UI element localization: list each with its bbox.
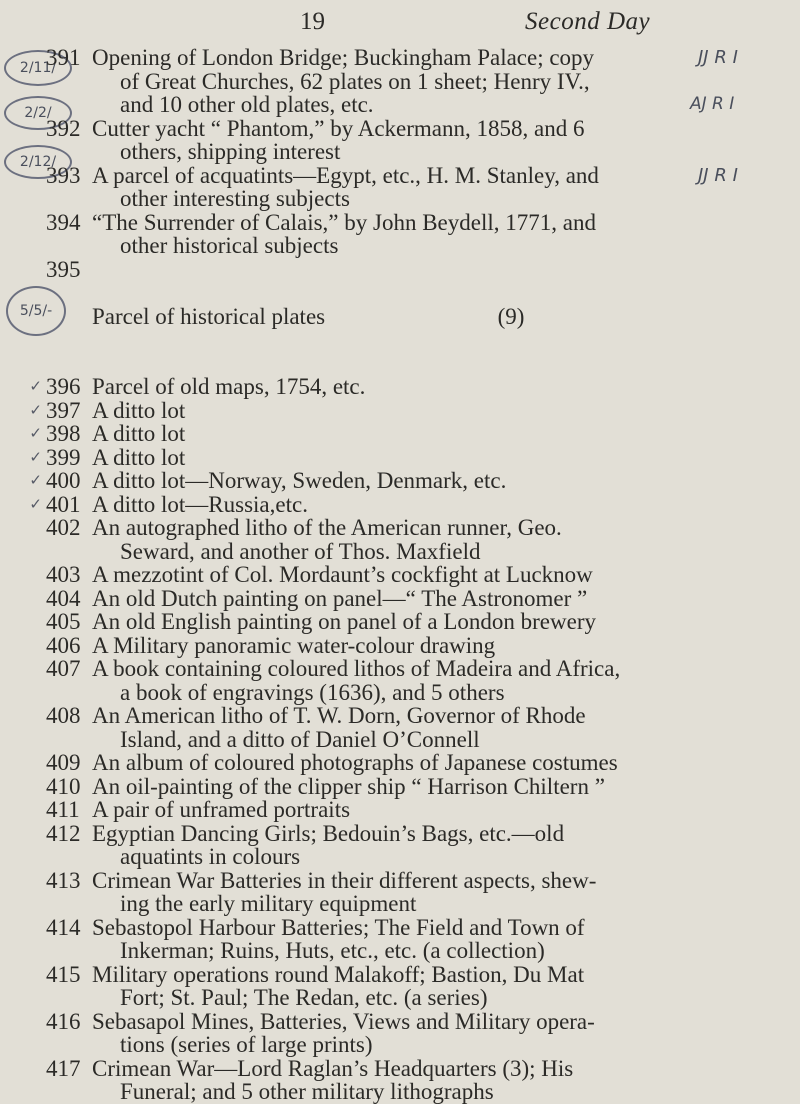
lot-description [92, 634, 692, 658]
lot-number: 396 [46, 374, 81, 399]
lot-description [92, 422, 692, 446]
lot-392 [0, 117, 800, 164]
desc-line: of Great Churches, 62 plates on 1 sheet; Henry IV., [120, 68, 590, 94]
desc-line: others, shipping interest [120, 139, 341, 164]
lot-list [0, 46, 800, 1104]
desc-line: An oil-painting of the clipper ship “ Harrison Chiltern ” [92, 773, 605, 799]
lot-description [92, 516, 692, 563]
pencil-mark: ✓ [29, 377, 42, 395]
lot-number: 394 [46, 209, 81, 235]
lot-414 [0, 916, 800, 963]
desc-line: tions (series of large prints) [120, 1032, 373, 1057]
circle-text: 2/11/ [19, 60, 57, 76]
lot-description [92, 587, 692, 611]
pencil-note: JJ R I [698, 47, 738, 68]
desc-line: other interesting subjects [120, 186, 350, 211]
desc-line: Opening of London Bridge; Buckingham Palace; copy [92, 45, 595, 70]
lot-number: 395 [46, 256, 81, 282]
pencil-mark: ✓ [29, 494, 42, 513]
lot-number: 408 [46, 703, 81, 728]
lot-393 [0, 164, 800, 211]
circle-text: 5/5/- [19, 303, 53, 319]
desc-line: An autographed litho of the American runner, Geo. [92, 515, 562, 540]
lot-410 [0, 775, 800, 799]
page-number: 19 [300, 8, 325, 35]
lot-399 [0, 446, 800, 470]
lot-404 [0, 587, 800, 611]
lot-description [92, 375, 692, 399]
desc-line: Seward, and another of Thos. Maxfield [120, 538, 481, 564]
pencil-mark: ✓ [29, 424, 42, 442]
lot-394 [0, 211, 800, 258]
lot-407 [0, 657, 800, 704]
pencil-note: AJ R I [690, 94, 735, 114]
circle-text: 2/12/ [19, 154, 57, 170]
lot-number: 417 [46, 1055, 81, 1081]
lot-415 [0, 963, 800, 1010]
pencil-mark: ✓ [29, 400, 42, 419]
lot-391 [0, 46, 800, 117]
lot-description [92, 117, 692, 164]
desc-line: Military operations round Malakoff; Bastion, Du Mat [92, 961, 585, 987]
lot-400 [0, 469, 800, 493]
lot-number: 409 [46, 750, 81, 775]
lot-401 [0, 493, 800, 517]
lot-405 [0, 610, 800, 634]
lot-description [92, 610, 692, 634]
lot-description [92, 563, 692, 587]
lot-description [92, 963, 692, 1010]
lot-number: 405 [46, 609, 81, 634]
lot-403 [0, 563, 800, 587]
desc-line: An American litho of T. W. Dorn, Governor of Rhode [92, 703, 586, 728]
lot-description [92, 704, 692, 751]
lot-413 [0, 869, 800, 916]
lot-description [92, 446, 692, 470]
pencil-mark: ✓ [29, 447, 42, 466]
desc-line: An old English painting on panel of a London brewery [92, 609, 596, 634]
lot-description [92, 164, 692, 211]
desc-line: A ditto lot [92, 444, 186, 470]
desc-line: and 10 other old plates, etc. [120, 92, 374, 117]
lot-408 [0, 704, 800, 751]
lot-number: 404 [46, 585, 81, 611]
desc-line: Sebasapol Mines, Batteries, Views and Military opera- [92, 1008, 595, 1034]
lot-description [92, 775, 692, 799]
desc-line: Fort; St. Paul; The Redan, etc. (a series) [120, 985, 488, 1010]
lot-description [92, 258, 692, 376]
lot-number: 392 [46, 115, 81, 141]
lot-description [92, 916, 692, 963]
lot-412 [0, 822, 800, 869]
lot-number: 413 [46, 867, 81, 893]
lot-description [92, 657, 692, 704]
desc-line: Egyptian Dancing Girls; Bedouin’s Bags, etc.—old [92, 820, 565, 846]
desc-line: Parcel of historical plates (9) [92, 303, 525, 329]
lot-409 [0, 751, 800, 775]
desc-line: Island, and a ditto of Daniel O’Connell [120, 726, 480, 752]
desc-line: Cutter yacht “ Phantom,” by Ackermann, 1858, and 6 [92, 115, 585, 141]
lot-396 [0, 375, 800, 399]
lot-description [92, 798, 692, 822]
lot-number: 401 [46, 491, 81, 517]
lot-description [92, 46, 692, 117]
circle-text: 2/2/ [24, 105, 52, 121]
lot-number: 416 [46, 1008, 81, 1034]
desc-line: Sebastopol Harbour Batteries; The Field and Town of [92, 914, 585, 940]
lot-description [92, 469, 692, 493]
desc-line: Crimean War—Lord Raglan’s Headquarters (3); His [92, 1055, 574, 1081]
lot-number: 414 [46, 914, 81, 940]
lot-number: 391 [46, 45, 81, 70]
lot-416 [0, 1010, 800, 1057]
lot-description [92, 869, 692, 916]
lot-number: 402 [46, 515, 81, 540]
desc-line: A ditto lot—Norway, Sweden, Denmark, etc. [92, 468, 507, 493]
desc-line: A ditto lot—Russia,etc. [92, 491, 308, 517]
lot-402 [0, 516, 800, 563]
running-head: Second Day [525, 8, 651, 35]
lot-number: 393 [46, 162, 81, 188]
lot-number: 400 [46, 468, 81, 493]
desc-line: A mezzotint of Col. Mordaunt’s cockfight at Lucknow [92, 562, 593, 587]
desc-line: ing the early military equipment [120, 891, 417, 916]
page-header [0, 8, 800, 38]
lot-description [92, 1010, 692, 1057]
lot-description [92, 1057, 692, 1104]
lot-number: 411 [46, 797, 80, 822]
desc-line: A pair of unframed portraits [92, 797, 351, 822]
desc-line: A ditto lot [92, 421, 186, 446]
desc-line: Crimean War Batteries in their different aspects, shew- [92, 867, 597, 893]
lot-number: 403 [46, 562, 81, 587]
lot-411 [0, 798, 800, 822]
desc-line: A parcel of acquatints—Egypt, etc., H. M. Stanley, and [92, 162, 599, 188]
lot-395 [0, 258, 800, 376]
desc-line: a book of engravings (1636), and 5 others [120, 679, 505, 705]
desc-line: Inkerman; Ruins, Huts, etc., etc. (a collection) [120, 938, 545, 963]
lot-description [92, 493, 692, 517]
desc-line: An old Dutch painting on panel—“ The Astronomer ” [92, 585, 588, 611]
desc-line: other historical subjects [120, 233, 339, 258]
desc-line: Parcel of old maps, 1754, etc. [92, 374, 366, 399]
desc-line: aquatints in colours [120, 844, 301, 869]
lot-number: 407 [46, 656, 81, 681]
lot-description [92, 822, 692, 869]
lot-description [92, 751, 692, 775]
desc-line: A book containing coloured lithos of Madeira and Africa, [92, 656, 621, 681]
lot-number: 410 [46, 773, 81, 799]
desc-line: Funeral; and 5 other military lithographs [120, 1079, 494, 1104]
pencil-note: JJ R I [698, 164, 738, 186]
lot-number: 412 [46, 820, 81, 846]
lot-description [92, 211, 692, 258]
lot-number: 415 [46, 961, 81, 987]
desc-line: A Military panoramic water-colour drawing [92, 632, 496, 658]
desc-line: “The Surrender of Calais,” by John Beydell, 1771, and [92, 209, 596, 235]
lot-397 [0, 399, 800, 423]
lot-description [92, 399, 692, 423]
pencil-mark: ✓ [29, 471, 42, 489]
lot-406 [0, 634, 800, 658]
lot-number: 398 [46, 421, 81, 446]
lot-398 [0, 422, 800, 446]
desc-line: A ditto lot [92, 397, 186, 423]
lot-number: 397 [46, 397, 81, 423]
lot-417 [0, 1057, 800, 1104]
lot-number: 406 [46, 632, 81, 658]
lot-number: 399 [46, 444, 81, 470]
desc-line: An album of coloured photographs of Japanese costumes [92, 750, 618, 775]
